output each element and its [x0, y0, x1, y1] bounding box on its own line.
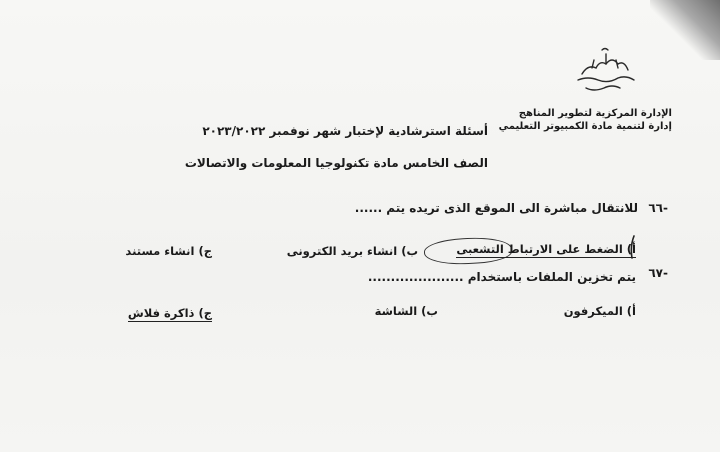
question-67-number: ٦٧- [648, 266, 668, 280]
question-67-option-a: أ) الميكرفون [563, 304, 636, 318]
question-66-text: للانتقال مباشرة الى الموقع الذى تريده يتم ...... [354, 201, 638, 215]
page-corner-shadow [650, 0, 720, 60]
question-67-option-c: ج) ذاكرة فلاش [127, 306, 212, 320]
department-line-2: إدارة لتنمية مادة الكمبيوتر التعليمي [498, 121, 672, 132]
question-66-option-c: ج) انشاء مستند [125, 244, 212, 258]
question-66-option-b: ب) انشاء بريد الكترونى [286, 244, 418, 258]
exam-title: أسئلة استرشادية لإختبار شهر نوفمبر ٢٠٢٣/٢٠٢٢ [202, 124, 488, 138]
question-66-option-a: أ) الضغط على الارتباط التشعبى [456, 242, 636, 256]
department-line-1: الإدارة المركزية لتطوير المناهج [518, 108, 672, 119]
ministry-seal-icon [572, 44, 640, 96]
question-67-option-b: ب) الشاشة [374, 304, 438, 318]
subject-line: الصف الخامس مادة تكنولوجيا المعلومات والاتصالات [184, 156, 488, 170]
question-67-text: يتم تخزين الملفات باستخدام ..................... [367, 270, 636, 284]
question-66-number: ٦٦- [648, 201, 668, 215]
